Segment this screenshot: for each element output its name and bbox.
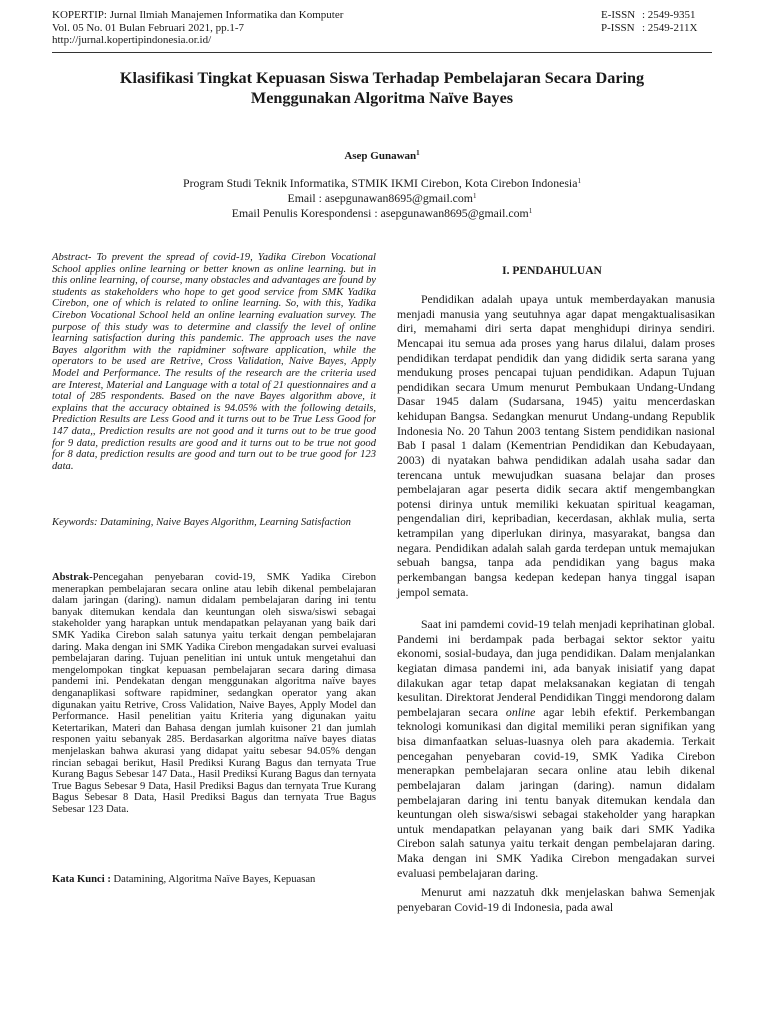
keywords-english: Keywords: Datamining, Naive Bayes Algorithm, Learning Satisfaction xyxy=(52,517,351,528)
author-sup: 1 xyxy=(416,149,420,157)
abstract-english: Abstract- To prevent the spread of covid-19, Yadika Cirebon Vocational School applies online learning or better known as online learning. but in this online learning, of course, many obstacles and advantages are found by students as stakeholders who hope to get good service from SMK Yadika Cirebon, one of which is related to online learning. So, with this, Yadika Cirebon Vocational School held an online learning evaluation survey. The purpose of this study was to determine and classify the level of online learning satisfaction during this pandemic. The approach uses the nave Bayes algorithm with the rapidminer software application, while the operators to be used are Retrive, Cross Validation, Naive Bayes, Apply Model and Performance. The results of the research are the criteria used are Interest, Material and Language with a total of 21 questionnaires and a total of 285 respondents. Based on the nave Bayes algorithm above, it explains that the accuracy obtained is 94.05% with the following details, Prediction Results are Less Good and it turns out to be True Less Good for 147 data,, Prediction results are not good and it turns out to be true good for 9 data, prediction results are good and it turns out to be true not good for 8 data, prediction results are good and turn out to be true good for 123 data. xyxy=(52,252,376,472)
section-heading: I. PENDAHULUAN xyxy=(502,265,602,277)
affiliation-sup: 1 xyxy=(577,177,581,185)
intro-p3-text: Menurut ami nazzatuh dkk menjelaskan bahwa Semenjak penyebaran Covid-19 di Indonesia, pada awal xyxy=(397,885,715,914)
author-email xyxy=(60,191,704,206)
kata-kunci-label: Kata Kunci : xyxy=(52,874,111,885)
author-text: Asep Gunawan xyxy=(344,150,417,162)
pissn-label: P-ISSN xyxy=(601,21,635,34)
journal-volume: Vol. 05 No. 01 Bulan Februari 2021, pp.1-7 xyxy=(52,21,244,34)
issn-block xyxy=(601,9,698,34)
eissn-label: E-ISSN xyxy=(601,9,636,21)
eissn-value: : 2549-9351 xyxy=(642,9,696,21)
intro-p2-online: online xyxy=(505,704,536,719)
pissn-value: : 2549-211X xyxy=(642,21,698,34)
abstrak-label: Abstrak- xyxy=(52,572,93,583)
affiliation-text: Program Studi Teknik Informatika, STMIK IKMI Cirebon, Kota Cirebon Indonesia xyxy=(183,176,578,190)
journal-url-link[interactable]: http://jurnal.kopertipindonesia.or.id/ xyxy=(52,34,212,46)
intro-p2-text-b: agar lebih efektif. Perkembangan teknologi komunikasi dan digital memiliki peran signifikan yang bisa dimanfaatkan seluas-luasnya oleh para akademia. Terkait pencegahan penyebaran covid-19, SMK Yadika Cirebon menerapkan pembelajaran secara online atau lebih dikenal pembelajaran dalam jaringan (daring). namun didalam pembelajaran daring ini tentu banyak ditemukan kendala dan keuntungan oleh siswa/siswi sebagai stakeholder yang harapkan untuk mendapatkan pelayanan yang baik dari SMK Yadika Cirebon salah satunya yaitu terkait dengan pembelajaran daring. Maka dengan ini SMK Yadika Cirebon mengadakan survei evaluasi pembelajaran daring. xyxy=(397,704,715,880)
title-line-2: Menggunakan Algoritma Naïve Bayes xyxy=(250,89,514,107)
affiliation xyxy=(60,176,704,191)
author-name xyxy=(60,150,704,162)
corresponding-email xyxy=(60,206,704,221)
journal-name: KOPERTIP: Jurnal Ilmiah Manajemen Informatika dan Komputer xyxy=(52,9,344,21)
email-sup: 1 xyxy=(472,192,477,200)
abstract-indonesian xyxy=(52,572,376,815)
corr-email-text: Email Penulis Korespondensi : asepgunawan8695@gmail.com xyxy=(231,206,529,220)
affiliation-block xyxy=(60,176,704,221)
email-text: Email : asepgunawan8695@gmail.com xyxy=(287,191,473,205)
paper-title xyxy=(60,68,704,108)
intro-p2-text-a: Saat ini pamdemi covid-19 telah menjadi keprihatinan global. Pandemi ini berdampak pada berbagai sektor sektor yaitu ekonomi, sosial-budaya, dan juga pendidikan. Dalam menjalankan kegiatan dimasa pandemi ini, ada banyak inisiatif yang dapat dilakukan agar tetap dapat melaksanakan kegiatan di tengah kesulitan. Direktorat Jenderal Pendidikan Tinggi mendorong dalam pembelajaran secara xyxy=(397,617,715,719)
abstrak-text: Pencegahan penyebaran covid-19, SMK Yadika Cirebon menerapkan pembelajaran secara online atau lebih dikenal pembelajaran dalam jaringan (daring). namun didalam pembelajaran daring ini tentu banyak ditemukan kendala dan keuntungan oleh siswa/siswi sebagai stakeholder yang harapkan untuk mendapatkan pelayanan yang baik dari SMK Yadika Cirebon salah satunya yaitu terkait dengan pembelajaran daring. Maka dengan ini SMK Yadika Cirebon mengadakan survei evaluasi pembelajaran daring. Tujuan penelitian ini untuk untuk mengetahui dan mengelompokan tingkat kepuasan pembelajaran secara daring dimasa pandemi ini. Pendekatan dengan menggunakan algoritma naïve bayes denganaplikasi software rapidminer, sedangkan operator yang akan digunakan yaitu Retrive, Cross Validation, Naive Bayes, Apply Model dan Performance. Hasil penelitian yaitu Kriteria yang digunakan yaitu Ketertarikan, Materi dan Bahasa dengan jumlah kuisoner 21 dan jumlah responen yaitu sebanyak 285. Berdasarkan algoritma naïve bayes diatas menjelaskan bahwa akurasi yang didapat yaitu sebesar 94.05% dengan rincian sebagai berikut, Hasil Prediksi Kurang Bagus dan ternyata True Kurang Bagus Sebesar 147 Data., Hasil Prediksi Kurang Bagus dan ternyata True Bagus Sebesar 9 Data, Hasil Prediksi Bagus dan ternyata True Kurang Bagus Sebesar 8 Data, Hasil Prediksi Bagus dan ternyata True Bagus Sebesar 123 Data. xyxy=(52,572,376,815)
intro-paragraph-1 xyxy=(397,292,715,599)
corr-email-sup: 1 xyxy=(528,207,533,215)
eissn xyxy=(601,9,698,22)
journal-header xyxy=(52,9,343,47)
kata-kunci-text: Datamining, Algoritma Naïve Bayes, Kepuasan xyxy=(110,874,316,885)
title-line-1: Klasifikasi Tingkat Kepuasan Siswa Terhadap Pembelajaran Secara Daring xyxy=(119,69,645,87)
keywords-indonesian xyxy=(52,874,376,886)
intro-paragraph-2 xyxy=(397,617,715,880)
pissn xyxy=(601,22,698,35)
intro-p1-text: Pendidikan adalah upaya untuk memberdayakan manusia menjadi manusia yang seutuhnya agar dapat mengaktualisasikan diri, memahami diri serta dapat menghidupi dirinya sendiri. Mencapai itu semua ada proses yang harus dilalui, dalam proses pendidikan terdapat pendidik dan yang dididik serta sarana yang mendukung proses pencapai tujuan pendidikan. Adapun Tujuan pendidikan secara Umum menurut Pembukaan Undang-Undang Dasar 1945 dalam (Sudarsana, 1945) yaitu mencerdaskan kehidupan Bangsa. Sedangkan menurut Undang-undang Republik Indonesia No. 20 Tahun 2003 tentang Sistem pendidikan nasional Bab I pasal 1 dalam (Kementrian Pendidikan dan Kebudayaan, 2003) di nyatakan bahwa pendidikan adalah usaha sadar dan terencana untuk mewujudkan suasana belajar dan proses pembelajaran agar peserta didik secara aktif mengembangkan potensi dirinya untuk memiliki kekuatan spiritual keagaman, pengendalian diri, kepribadian, kecerdasan, akhlak mulia, serta ketrampilan yang diperlukan dirinya, masyarakat, bangsa dan negara. Pendidikan adalah salah garda terdepan untuk memajukan sebuah bangsa, tanpa ada pendidikan yang bagus maka perkembangan bangsa kedepan kedepan hanya tinggal isapan jempol semata. xyxy=(397,292,715,599)
header-divider xyxy=(52,52,712,54)
intro-paragraph-3 xyxy=(397,885,715,914)
